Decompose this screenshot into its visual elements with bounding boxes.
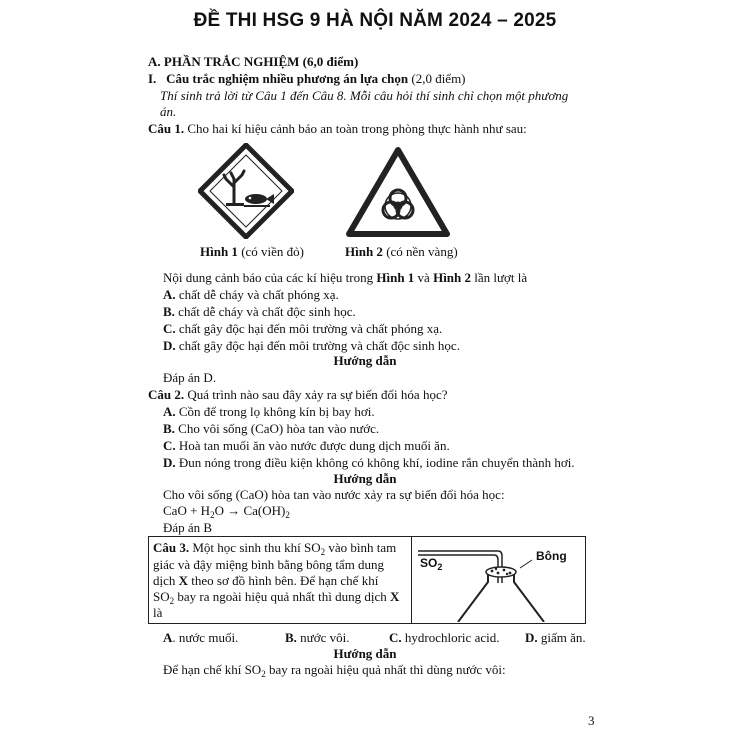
- q2-equation: CaO + $H_2O \to Ca(OH)_2$: [163, 503, 290, 520]
- q1-guide-heading: Hướng dẫn: [333, 353, 397, 368]
- flask-gas-label: $SO_2$: [420, 556, 443, 572]
- figure-1-label: Hình 1: [200, 244, 238, 259]
- q2-option-c: C. Hoà tan muối ăn vào nước được dung dịch muối ăn.: [163, 438, 450, 453]
- part-1-points: (2,0 điểm): [411, 71, 466, 86]
- q3-explanation: Để hạn chế khí $SO_2$ bay ra ngoài hiệu quả nhất thì dùng nước vôi:: [163, 662, 506, 679]
- part-1-heading: [148, 71, 466, 87]
- q1-option-b: B. chất dễ cháy và chất độc sinh học.: [163, 304, 356, 319]
- q2-option-a: A. Cồn để trong lọ không kín bị bay hơi.: [163, 404, 375, 419]
- figure-1-note: (có viền đỏ): [241, 244, 304, 259]
- q2-guide-heading: Hướng dẫn: [333, 471, 397, 486]
- q3-line-1: Câu 3. Một học sinh thu khí $SO_2$ vào bình tam: [153, 540, 397, 557]
- figure-2-caption: [345, 244, 458, 260]
- q3-option-a: A. nước muối.: [163, 630, 239, 645]
- q1-label: Câu 1.: [148, 121, 185, 136]
- q2-answer: Đáp án B: [163, 520, 213, 535]
- q2-option-b: B. Cho vôi sống (CaO) hòa tan vào nước.: [163, 421, 380, 436]
- q1-stem: [148, 121, 527, 137]
- q1-text: Cho hai kí hiệu cảnh báo an toàn trong phòng thực hành như sau:: [187, 121, 527, 136]
- q1-answer: Đáp án D.: [163, 370, 217, 385]
- part-1-label: I.: [148, 71, 157, 86]
- flask-plug-label: Bông: [536, 549, 567, 563]
- q1-prompt-h1: Hình 1: [376, 270, 415, 285]
- q1-prompt-part: Nội dung cảnh báo của các kí hiệu trong: [163, 270, 377, 285]
- page-number: 3: [588, 713, 595, 728]
- q1-prompt-part: lần lượt là: [471, 270, 528, 285]
- q2-text: Quá trình nào sau đây xảy ra sự biến đổi hóa học?: [187, 387, 448, 402]
- part-1-title: Câu trắc nghiệm nhiều phương án lựa chọn: [166, 71, 409, 86]
- q3-option-d: D. giấm ăn.: [525, 630, 586, 645]
- q3-option-c: C. hydrochloric acid.: [389, 630, 500, 645]
- q2-stem: [148, 387, 447, 403]
- figure-2-note: (có nền vàng): [386, 244, 458, 259]
- section-a-heading: A. PHẦN TRẮC NGHIỆM (6,0 điểm): [148, 54, 359, 69]
- instruction-line-1: Thí sinh trả lời từ Câu 1 đến Câu 8. Mỗi câu hỏi thí sinh chỉ chọn một phương: [160, 88, 569, 103]
- q2-explanation: Cho vôi sống (CaO) hòa tan vào nước xảy ra sự biến đổi hóa học:: [163, 487, 505, 502]
- q3-guide-heading: Hướng dẫn: [333, 646, 397, 661]
- q3-line-5: là: [153, 605, 163, 620]
- q3-line-2: giác và đậy miệng bình bằng bông tẩm dung: [153, 557, 385, 572]
- q3-option-b: B. nước vôi.: [285, 630, 350, 645]
- q2-option-d: D. Đun nóng trong điều kiện không có không khí, iodine rắn chuyển thành hơi.: [163, 455, 575, 470]
- q1-option-a: A. chất dễ cháy và chất phóng xạ.: [163, 287, 339, 302]
- page-title: ĐỀ THI HSG 9 HÀ NỘI NĂM 2024 – 2025: [193, 10, 557, 31]
- q1-prompt: [163, 270, 527, 286]
- instruction-line-2: án.: [160, 104, 177, 119]
- q3-line-4: $SO_2$ bay ra ngoài hiệu quả nhất thì dung dịch X: [153, 589, 400, 606]
- biohazard-icon: [345, 146, 451, 238]
- environment-hazard-icon: [198, 143, 294, 239]
- q1-option-c: C. chất gây độc hại đến môi trường và chất phóng xạ.: [163, 321, 443, 336]
- figure-1-caption: [200, 244, 304, 260]
- q1-prompt-h2: Hình 2: [433, 270, 472, 285]
- figure-2-label: Hình 2: [345, 244, 383, 259]
- cotton-plug-icon: [486, 567, 516, 577]
- q3-line-3: dịch X theo sơ đồ hình bên. Để hạn chế khí: [153, 573, 379, 588]
- q1-option-d: D. chất gây độc hại đến môi trường và chất độc sinh học.: [163, 338, 460, 353]
- q1-prompt-part: và: [414, 270, 434, 285]
- q2-label: Câu 2.: [148, 387, 185, 402]
